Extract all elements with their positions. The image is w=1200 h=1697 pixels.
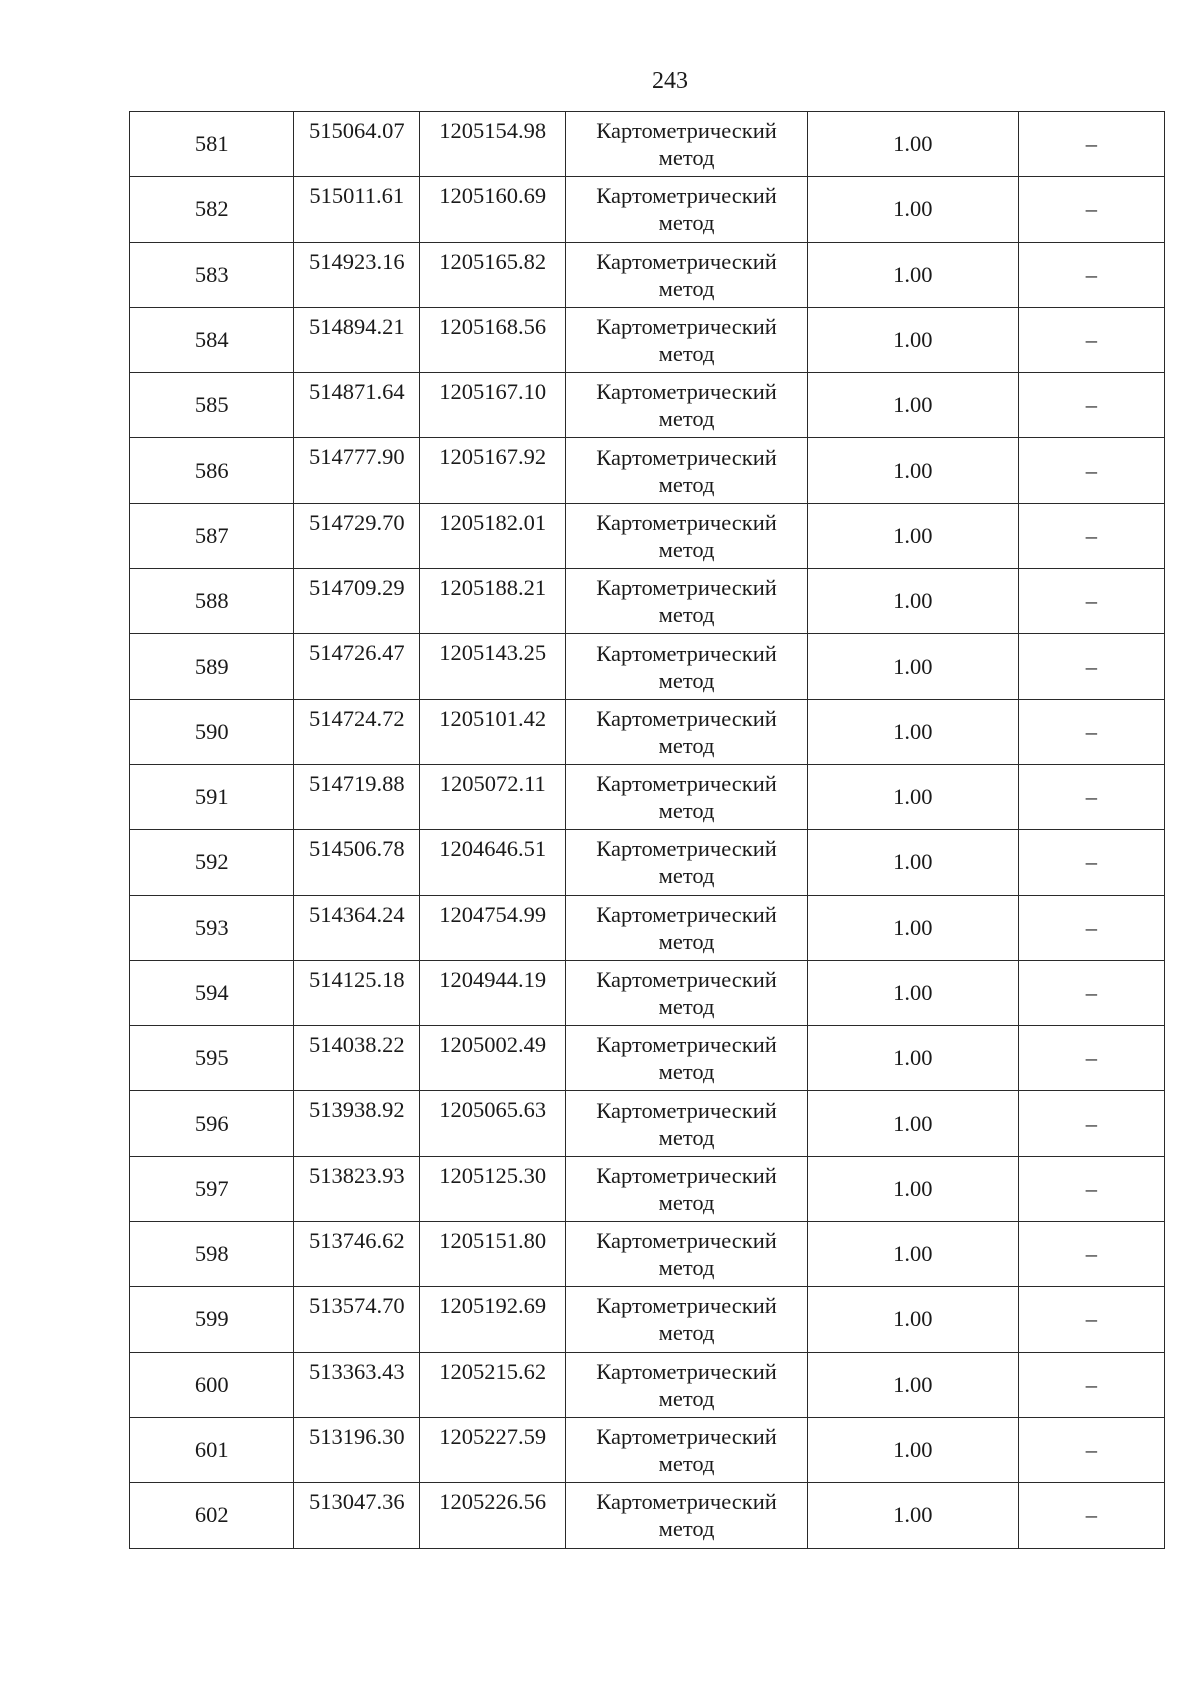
method-line-2: метод (658, 1385, 715, 1411)
y-coordinate-cell: 1204944.19 (420, 960, 566, 1025)
method-cell (566, 1156, 808, 1221)
method-line-2: метод (658, 928, 715, 954)
x-coordinate-cell: 513196.30 (294, 1417, 420, 1482)
method-line-1: Картометрический (596, 1358, 777, 1384)
method-cell (566, 1287, 808, 1352)
accuracy-cell: 1.00 (807, 1417, 1018, 1482)
point-number-cell: 586 (130, 438, 294, 503)
table-row (130, 569, 1165, 634)
x-coordinate-cell: 514726.47 (294, 634, 420, 699)
accuracy-cell: 1.00 (807, 373, 1018, 438)
method-cell (566, 438, 808, 503)
description-cell: – (1018, 373, 1164, 438)
method-line-2: метод (658, 602, 715, 628)
point-number-cell: 601 (130, 1417, 294, 1482)
method-line-1: Картометрический (596, 1293, 777, 1319)
accuracy-cell: 1.00 (807, 1222, 1018, 1287)
description-cell: – (1018, 307, 1164, 372)
y-coordinate-cell: 1205215.62 (420, 1352, 566, 1417)
x-coordinate-cell: 514724.72 (294, 699, 420, 764)
method-line-1: Картометрический (596, 901, 777, 927)
accuracy-cell: 1.00 (807, 177, 1018, 242)
method-line-1: Картометрический (596, 1097, 777, 1123)
y-coordinate-cell: 1205227.59 (420, 1417, 566, 1482)
point-number-cell: 594 (130, 960, 294, 1025)
table-row (130, 830, 1165, 895)
method-line-1: Картометрический (596, 1228, 777, 1254)
method-line-2: метод (658, 994, 715, 1019)
description-cell: – (1018, 503, 1164, 568)
accuracy-cell: 1.00 (807, 1483, 1018, 1548)
x-coordinate-cell: 513574.70 (294, 1287, 420, 1352)
table-row (130, 1156, 1165, 1221)
accuracy-cell: 1.00 (807, 764, 1018, 829)
y-coordinate-cell: 1205160.69 (420, 177, 566, 242)
method-line-2: метод (658, 667, 715, 693)
x-coordinate-cell: 514364.24 (294, 895, 420, 960)
accuracy-cell: 1.00 (807, 242, 1018, 307)
x-coordinate-cell: 514871.64 (294, 373, 420, 438)
table-row (130, 307, 1165, 372)
point-number-cell: 597 (130, 1156, 294, 1221)
method-line-1: Картометрический (596, 444, 777, 470)
method-line-2: метод (658, 732, 715, 758)
method-cell (566, 1352, 808, 1417)
description-cell: – (1018, 1287, 1164, 1352)
accuracy-cell: 1.00 (807, 895, 1018, 960)
method-line-2: метод (658, 1516, 715, 1542)
point-number-cell: 589 (130, 634, 294, 699)
method-line-1: Картометрический (596, 836, 777, 862)
method-cell (566, 960, 808, 1025)
point-number-cell: 592 (130, 830, 294, 895)
point-number-cell: 595 (130, 1026, 294, 1091)
method-cell (566, 764, 808, 829)
point-number-cell: 583 (130, 242, 294, 307)
x-coordinate-cell: 515064.07 (294, 112, 420, 177)
description-cell: – (1018, 112, 1164, 177)
x-coordinate-cell: 514709.29 (294, 569, 420, 634)
x-coordinate-cell: 514719.88 (294, 764, 420, 829)
accuracy-cell: 1.00 (807, 1091, 1018, 1156)
accuracy-cell: 1.00 (807, 830, 1018, 895)
y-coordinate-cell: 1205168.56 (420, 307, 566, 372)
accuracy-cell: 1.00 (807, 634, 1018, 699)
method-line-2: метод (658, 1189, 715, 1215)
description-cell: – (1018, 438, 1164, 503)
method-line-1: Картометрический (596, 183, 777, 209)
x-coordinate-cell: 513823.93 (294, 1156, 420, 1221)
y-coordinate-cell: 1205188.21 (420, 569, 566, 634)
method-cell (566, 895, 808, 960)
x-coordinate-cell: 513746.62 (294, 1222, 420, 1287)
point-number-cell: 600 (130, 1352, 294, 1417)
x-coordinate-cell: 514506.78 (294, 830, 420, 895)
accuracy-cell: 1.00 (807, 1287, 1018, 1352)
method-cell (566, 569, 808, 634)
table-row (130, 373, 1165, 438)
description-cell: – (1018, 569, 1164, 634)
method-cell (566, 242, 808, 307)
table-row (130, 1091, 1165, 1156)
method-line-1: Картометрический (596, 1162, 777, 1188)
method-line-1: Картометрический (596, 771, 777, 797)
table-row (130, 764, 1165, 829)
method-line-2: метод (658, 210, 715, 236)
x-coordinate-cell: 513363.43 (294, 1352, 420, 1417)
accuracy-cell: 1.00 (807, 112, 1018, 177)
point-number-cell: 596 (130, 1091, 294, 1156)
x-coordinate-cell: 515011.61 (294, 177, 420, 242)
point-number-cell: 593 (130, 895, 294, 960)
description-cell: – (1018, 177, 1164, 242)
accuracy-cell: 1.00 (807, 438, 1018, 503)
point-number-cell: 585 (130, 373, 294, 438)
point-number-cell: 588 (130, 569, 294, 634)
point-number-cell: 602 (130, 1483, 294, 1548)
method-cell (566, 1026, 808, 1091)
description-cell: – (1018, 1156, 1164, 1221)
method-line-1: Картометрический (596, 379, 777, 405)
method-cell (566, 503, 808, 568)
table-row (130, 1026, 1165, 1091)
method-cell (566, 830, 808, 895)
method-line-2: метод (658, 1320, 715, 1346)
point-number-cell: 599 (130, 1287, 294, 1352)
method-line-2: метод (658, 1451, 715, 1477)
table-row (130, 895, 1165, 960)
description-cell: – (1018, 1222, 1164, 1287)
description-cell: – (1018, 242, 1164, 307)
x-coordinate-cell: 513938.92 (294, 1091, 420, 1156)
accuracy-cell: 1.00 (807, 1026, 1018, 1091)
point-number-cell: 591 (130, 764, 294, 829)
method-cell (566, 307, 808, 372)
method-line-2: метод (658, 863, 715, 889)
table-row (130, 1222, 1165, 1287)
accuracy-cell: 1.00 (807, 503, 1018, 568)
description-cell: – (1018, 764, 1164, 829)
coordinates-table-body (130, 112, 1165, 1549)
table-row (130, 1417, 1165, 1482)
table-row (130, 112, 1165, 177)
table-row (130, 177, 1165, 242)
y-coordinate-cell: 1205125.30 (420, 1156, 566, 1221)
method-cell (566, 373, 808, 438)
method-line-2: метод (658, 341, 715, 367)
accuracy-cell: 1.00 (807, 1352, 1018, 1417)
x-coordinate-cell: 514894.21 (294, 307, 420, 372)
point-number-cell: 584 (130, 307, 294, 372)
method-cell (566, 177, 808, 242)
method-line-2: метод (658, 1124, 715, 1150)
method-cell (566, 112, 808, 177)
y-coordinate-cell: 1205002.49 (420, 1026, 566, 1091)
method-cell (566, 1483, 808, 1548)
table-row (130, 960, 1165, 1025)
method-cell (566, 1091, 808, 1156)
table-row (130, 1483, 1165, 1548)
method-cell (566, 1222, 808, 1287)
method-line-1: Картометрический (596, 1032, 777, 1058)
table-row (130, 242, 1165, 307)
method-line-1: Картометрический (596, 1424, 777, 1450)
description-cell: – (1018, 1026, 1164, 1091)
method-line-1: Картометрический (596, 640, 777, 666)
x-coordinate-cell: 514777.90 (294, 438, 420, 503)
table-row (130, 1287, 1165, 1352)
method-line-1: Картометрический (596, 118, 777, 144)
point-number-cell: 582 (130, 177, 294, 242)
method-line-1: Картометрический (596, 248, 777, 274)
method-line-1: Картометрический (596, 967, 777, 992)
method-line-2: метод (658, 145, 715, 171)
method-line-2: метод (658, 471, 715, 497)
method-cell (566, 699, 808, 764)
accuracy-cell: 1.00 (807, 960, 1018, 1025)
x-coordinate-cell: 514125.18 (294, 960, 420, 1025)
y-coordinate-cell: 1204646.51 (420, 830, 566, 895)
method-line-1: Картометрический (596, 509, 777, 535)
y-coordinate-cell: 1205151.80 (420, 1222, 566, 1287)
y-coordinate-cell: 1205192.69 (420, 1287, 566, 1352)
description-cell: – (1018, 1483, 1164, 1548)
y-coordinate-cell: 1205167.10 (420, 373, 566, 438)
description-cell: – (1018, 895, 1164, 960)
method-line-2: метод (658, 275, 715, 301)
y-coordinate-cell: 1205182.01 (420, 503, 566, 568)
point-number-cell: 581 (130, 112, 294, 177)
y-coordinate-cell: 1205226.56 (420, 1483, 566, 1548)
method-line-1: Картометрический (596, 705, 777, 731)
y-coordinate-cell: 1205143.25 (420, 634, 566, 699)
method-cell (566, 634, 808, 699)
x-coordinate-cell: 514923.16 (294, 242, 420, 307)
description-cell: – (1018, 960, 1164, 1025)
y-coordinate-cell: 1205065.63 (420, 1091, 566, 1156)
table-row (130, 699, 1165, 764)
table-row (130, 503, 1165, 568)
method-line-2: метод (658, 536, 715, 562)
point-number-cell: 590 (130, 699, 294, 764)
y-coordinate-cell: 1205154.98 (420, 112, 566, 177)
accuracy-cell: 1.00 (807, 307, 1018, 372)
accuracy-cell: 1.00 (807, 1156, 1018, 1221)
coordinates-table (129, 111, 1165, 1549)
method-line-1: Картометрический (596, 1489, 777, 1515)
description-cell: – (1018, 1352, 1164, 1417)
method-line-1: Картометрический (596, 575, 777, 601)
description-cell: – (1018, 1417, 1164, 1482)
method-line-2: метод (658, 406, 715, 432)
y-coordinate-cell: 1204754.99 (420, 895, 566, 960)
page-number: 243 (652, 68, 688, 94)
method-line-2: метод (658, 798, 715, 824)
table-row (130, 438, 1165, 503)
y-coordinate-cell: 1205165.82 (420, 242, 566, 307)
accuracy-cell: 1.00 (807, 569, 1018, 634)
y-coordinate-cell: 1205167.92 (420, 438, 566, 503)
table-row (130, 1352, 1165, 1417)
x-coordinate-cell: 514038.22 (294, 1026, 420, 1091)
method-line-2: метод (658, 1255, 715, 1281)
x-coordinate-cell: 513047.36 (294, 1483, 420, 1548)
description-cell: – (1018, 830, 1164, 895)
description-cell: – (1018, 634, 1164, 699)
table-row (130, 634, 1165, 699)
point-number-cell: 598 (130, 1222, 294, 1287)
x-coordinate-cell: 514729.70 (294, 503, 420, 568)
y-coordinate-cell: 1205101.42 (420, 699, 566, 764)
method-line-2: метод (658, 1059, 715, 1085)
y-coordinate-cell: 1205072.11 (420, 764, 566, 829)
method-line-1: Картометрический (596, 314, 777, 340)
description-cell: – (1018, 1091, 1164, 1156)
description-cell: – (1018, 699, 1164, 764)
point-number-cell: 587 (130, 503, 294, 568)
method-cell (566, 1417, 808, 1482)
accuracy-cell: 1.00 (807, 699, 1018, 764)
